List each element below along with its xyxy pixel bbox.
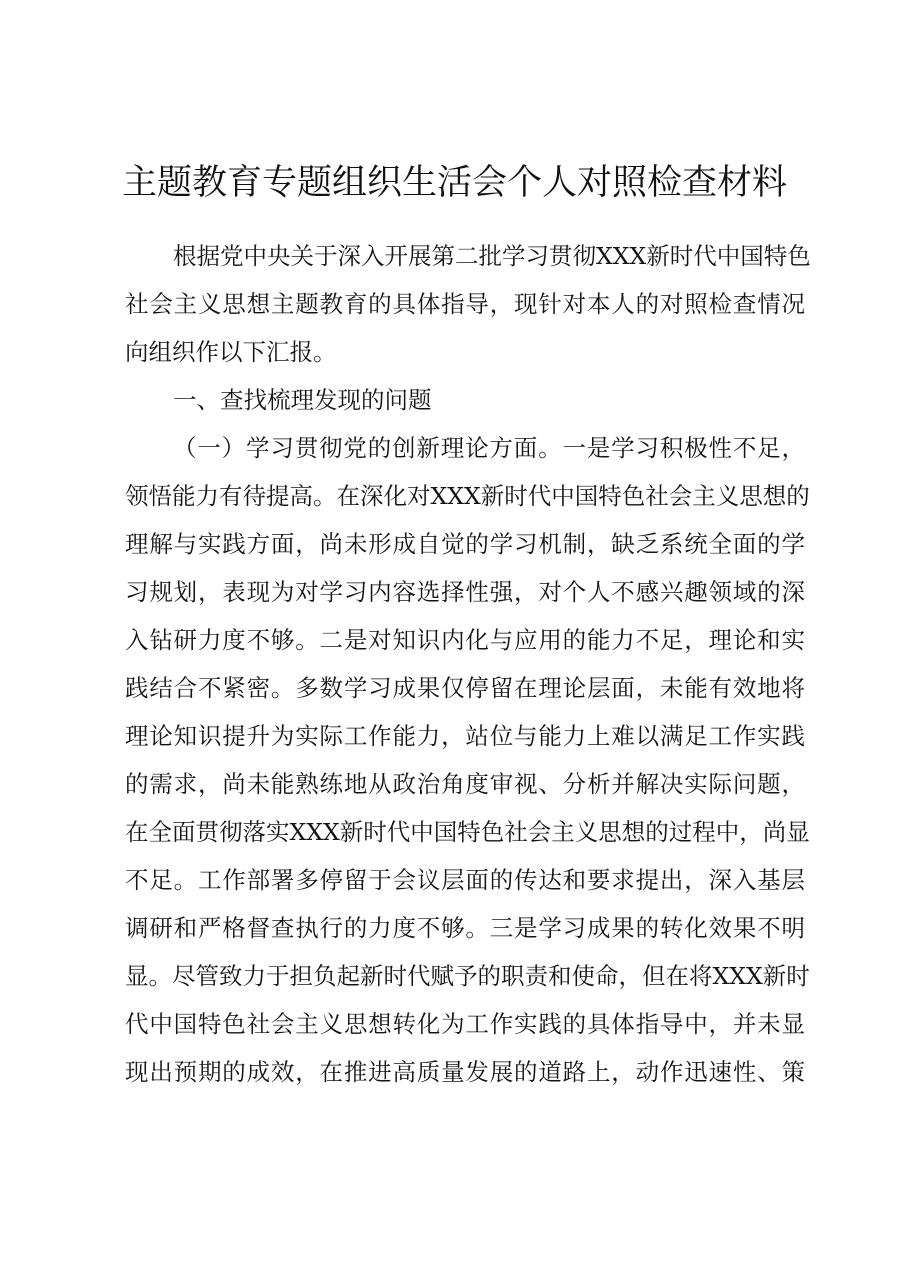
body-line: （一）学习贯彻党的创新理论方面。一是学习积极性不足， [173, 434, 805, 462]
body-line: 代中国特色社会主义思想转化为工作实践的具体指导中，并未显 [125, 1010, 805, 1038]
body-line: 践结合不紧密。多数学习成果仅停留在理论层面，未能有效地将 [125, 674, 805, 702]
body-line: 习规划，表现为对学习内容选择性强，对个人不感兴趣领域的深 [125, 578, 805, 606]
body-line: 的需求，尚未能熟练地从政治角度审视、分析并解决实际问题， [125, 770, 805, 798]
body-line: 在全面贯彻落实XXX新时代中国特色社会主义思想的过程中，尚显 [125, 818, 810, 846]
intro-line: 社会主义思想主题教育的具体指导，现针对本人的对照检查情况 [125, 290, 805, 318]
body-line: 调研和严格督查执行的力度不够。三是学习成果的转化效果不明 [125, 914, 805, 942]
body-line: 显。尽管致力于担负起新时代赋予的职责和使命，但在将XXX新时 [125, 962, 810, 990]
body-line: 现出预期的成效，在推进高质量发展的道路上，动作迅速性、策 [125, 1058, 805, 1086]
body-line: 理解与实践方面，尚未形成自觉的学习机制，缺乏系统全面的学 [125, 530, 805, 558]
document-title: 主题教育专题组织生活会个人对照检查材料 [121, 163, 787, 203]
body-line: 理论知识提升为实际工作能力，站位与能力上难以满足工作实践 [125, 722, 805, 750]
body-line: 领悟能力有待提高。在深化对XXX新时代中国特色社会主义思想的 [125, 482, 810, 510]
intro-line: 根据党中央关于深入开展第二批学习贯彻XXX新时代中国特色 [173, 242, 811, 270]
body-line: 入钻研力度不够。二是对知识内化与应用的能力不足，理论和实 [125, 626, 805, 654]
section-heading: 一、查找梳理发现的问题 [173, 386, 432, 414]
body-line: 不足。工作部署多停留于会议层面的传达和要求提出，深入基层 [125, 866, 805, 894]
intro-line: 向组织作以下汇报。 [125, 338, 337, 366]
